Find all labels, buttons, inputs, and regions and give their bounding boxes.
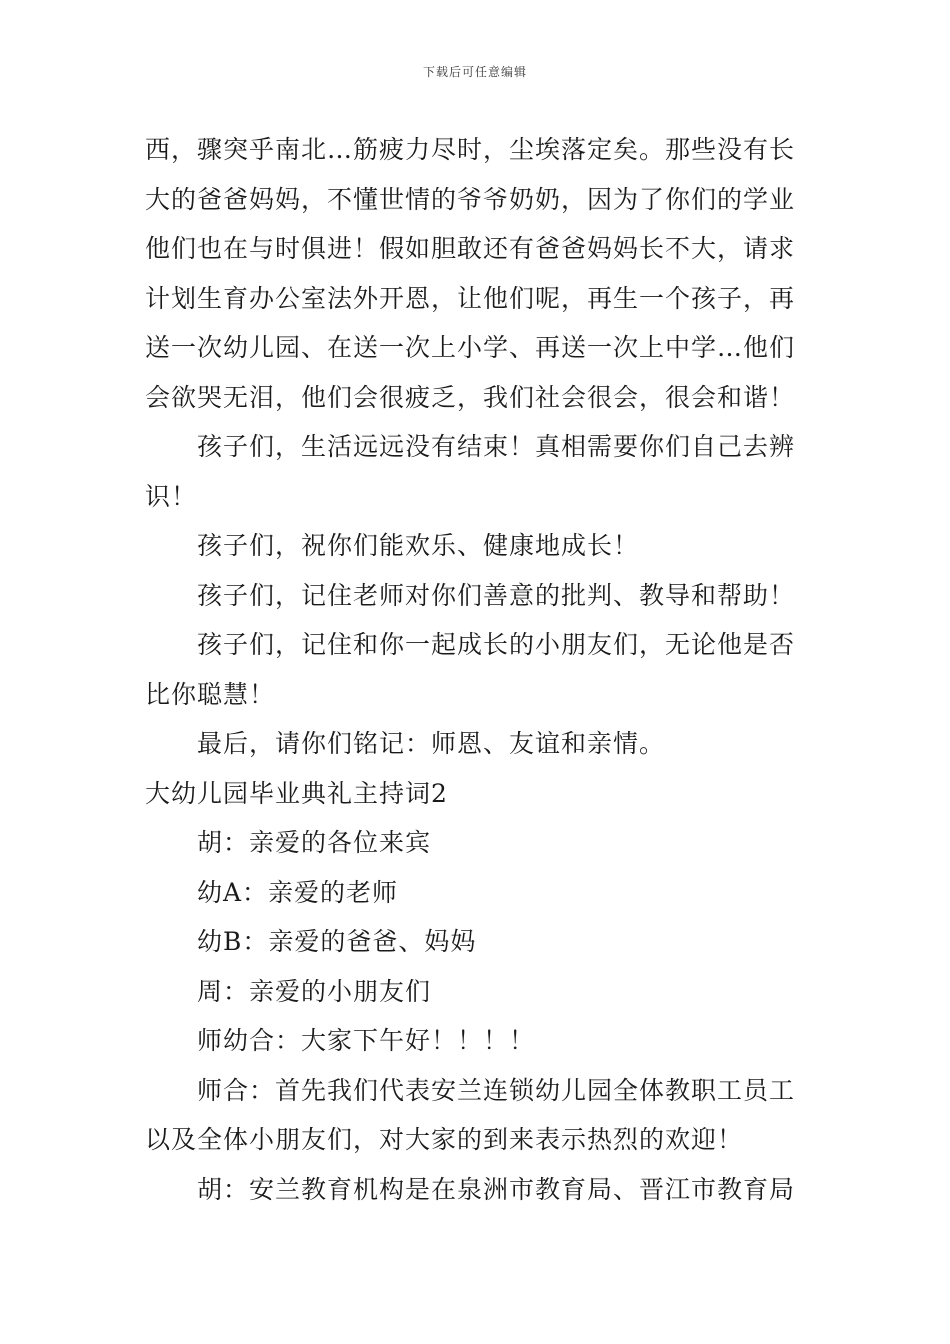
paragraph-line: 送一次幼儿园、在送一次上小学、再送一次上中学…他们 bbox=[145, 333, 796, 362]
paragraph-line: 孩子们，生活远远没有结束！真相需要你们自己去辨 bbox=[197, 432, 796, 461]
paragraph-line: 比你聪慧！ bbox=[145, 679, 276, 709]
paragraph-line: 孩子们，记住和你一起成长的小朋友们，无论他是否 bbox=[197, 630, 796, 659]
dialogue-line: 胡：亲爱的各位来宾 bbox=[197, 828, 432, 857]
section-title: 大幼儿园毕业典礼主持词2 bbox=[145, 778, 448, 808]
paragraph-line: 大的爸爸妈妈，不懂世情的爷爷奶奶，因为了你们的学业 bbox=[145, 184, 796, 214]
dialogue-line: 以及全体小朋友们，对大家的到来表示热烈的欢迎！ bbox=[145, 1125, 744, 1154]
paragraph-line: 西，骤突乎南北…筋疲力尽时，尘埃落定矣。那些没有长 bbox=[145, 135, 796, 164]
paragraph-line: 最后，请你们铭记：师恩、友谊和亲情。 bbox=[197, 729, 666, 758]
paragraph-line: 计划生育办公室法外开恩，让他们呢，再生一个孩子，再 bbox=[145, 283, 796, 313]
paragraph-line: 识！ bbox=[145, 481, 198, 511]
dialogue-line: 师幼合：大家下午好！！！！ bbox=[197, 1026, 536, 1055]
dialogue-line: 周：亲爱的小朋友们 bbox=[197, 976, 432, 1006]
page-header: 下载后可任意编辑 bbox=[422, 65, 527, 79]
dialogue-line: 师合：首先我们代表安兰连锁幼儿园全体教职工员工 bbox=[197, 1075, 796, 1105]
paragraph-line: 会欲哭无泪，他们会很疲乏，我们社会很会，很会和谐！ bbox=[145, 382, 796, 412]
dialogue-line: 胡：安兰教育机构是在泉洲市教育局、晋江市教育局 bbox=[197, 1174, 796, 1204]
dialogue-line: 幼B：亲爱的爸爸、妈妈 bbox=[197, 927, 477, 956]
paragraph-line: 孩子们，记住老师对你们善意的批判、教导和帮助！ bbox=[197, 580, 796, 610]
dialogue-line: 幼A：亲爱的老师 bbox=[197, 877, 399, 907]
paragraph-line: 孩子们，祝你们能欢乐、健康地成长！ bbox=[197, 531, 640, 560]
document-body bbox=[145, 125, 807, 1214]
paragraph-line: 他们也在与时俱进！假如胆敢还有爸爸妈妈长不大，请求 bbox=[145, 234, 796, 263]
